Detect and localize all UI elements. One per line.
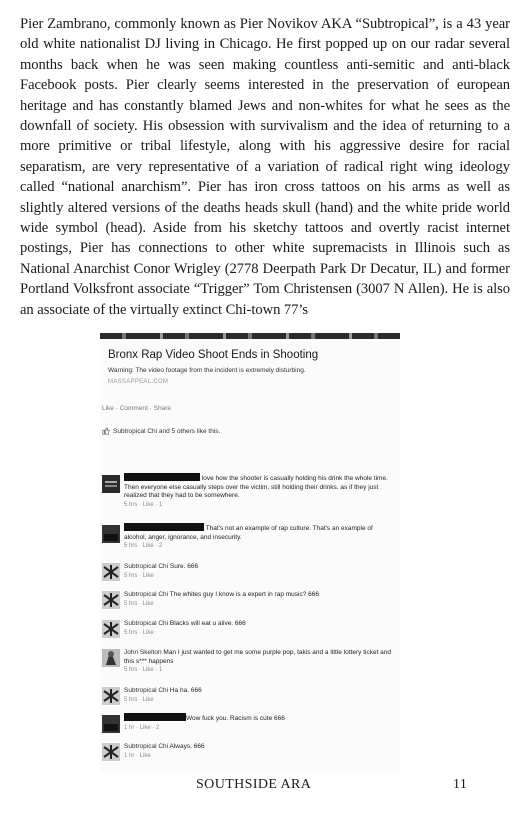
comment-text: The whites guy I know is a expert in rap music? 666 [169, 591, 319, 598]
comment-meta: 5 hrs · Like [124, 572, 154, 579]
comment-meta: 5 hrs · Like · [124, 543, 160, 550]
avatar [102, 475, 120, 493]
redacted-name [124, 713, 186, 721]
comment-text: love how the shooter is casually holding his drink the whole time. Then everyone else casually steps over the victim, still holding their drinks. as if they just realized that they had to be somewhere. [124, 475, 388, 500]
comment-author: Subtropical Chi [124, 563, 169, 570]
comment-like-count: 2 [159, 543, 163, 550]
post-likes-text: Subtropical Chi and 5 others like this. [113, 427, 221, 435]
comment-author: Subtropical Chi [124, 591, 169, 598]
comment-text: Ha ha. 666 [169, 687, 202, 694]
redacted-name [124, 523, 204, 531]
screenshot-top-bar [100, 333, 400, 339]
facebook-screenshot [100, 333, 400, 773]
post-actions: Like · Comment · Share [102, 405, 171, 412]
footer-title: SOUTHSIDE ARA [196, 777, 312, 792]
comment-meta: 5 hrs · Like [124, 600, 154, 607]
comment-meta: 5 hrs · Like · [124, 667, 160, 674]
comment-text: Man I just wanted to get me some purple pop, takis and a little lottery ticket and this s*** happens [124, 649, 392, 665]
avatar [102, 649, 120, 667]
post-headline: Bronx Rap Video Shoot Ends in Shooting [108, 349, 319, 361]
comment-meta: 5 hrs · Like · [124, 501, 160, 508]
avatar [102, 715, 120, 733]
comment-author: Subtropical Chi [124, 687, 169, 694]
comment-text: Wow fuck you. Racism is cute 666 [186, 715, 285, 722]
comment-like-count: 1 [159, 501, 163, 508]
comment-meta: 5 hrs · Like [124, 629, 154, 636]
redacted-name [124, 473, 200, 481]
comment-meta: 5 hrs · Like [124, 696, 154, 703]
comment-author: Subtropical Chi [124, 743, 169, 750]
comment-author: John Skelton [124, 649, 162, 656]
avatar [102, 687, 120, 705]
article-paragraph: Pier Zambrano, commonly known as Pier Novikov AKA “Subtropical”, is a 43 year old white nationalist DJ living in Chicago. He first popped up on our radar several months back when he was seen making countless anti-semitic and anti-black Facebook posts. Pier clearly seems interested in the preservation of european heritage and has constantly blamed Jews and non-whites for what he sees as the downfall of society. His obsession with survivalism and the idea of returning to a more primitive or tribal lifestyle, along with his aggressive desire for racial separatism, are very representative of a variation of radical right wing ideology called “national anarchism”. Pier has iron cross tattoos on his arms as well as slightly altered versions of the deaths heads skull (hand) and the white pride world wide symbol (head). Aside from his sketchy tattoos and overtly racist internet postings, Pier has connections to other white supremacists in Illinois such as National Anarchist Conor Wrigley (2778 Deerpath Park Dr Decatur, IL) and former Portland Volksfront associate “Trigger” Tom Christensen (3007 N Allen). He is also an associate of the virtually extinct Chi-town 77’s [20, 16, 510, 318]
thumbs-up-icon [102, 427, 110, 435]
comment-meta: 1 hr · Like [124, 752, 151, 759]
comment-text: That's not an example of rap culture. That's an example of alcohol, anger, ignorance, and insecurity. [124, 525, 373, 541]
comment-like-count: 1 [159, 667, 163, 674]
comment-like-count: 2 [156, 724, 160, 731]
avatar [102, 743, 120, 761]
post-warning: Warning: The video footage from the incident is extremely disturbing. [108, 367, 306, 374]
comment-text: Blacks will eat u alive. 666 [169, 620, 246, 627]
comment-text: Always. 666 [169, 743, 205, 750]
comment-meta: 1 hr · Like · [124, 724, 157, 731]
post-likes [102, 427, 220, 435]
avatar [102, 563, 120, 581]
avatar [102, 591, 120, 609]
comment-author: Subtropical Chi [124, 620, 169, 627]
comment-text: Sure. 666 [169, 563, 199, 570]
post-source: MASSAPPEAL.COM [108, 379, 169, 385]
avatar [102, 525, 120, 543]
page-number: 11 [453, 777, 468, 792]
avatar [102, 620, 120, 638]
